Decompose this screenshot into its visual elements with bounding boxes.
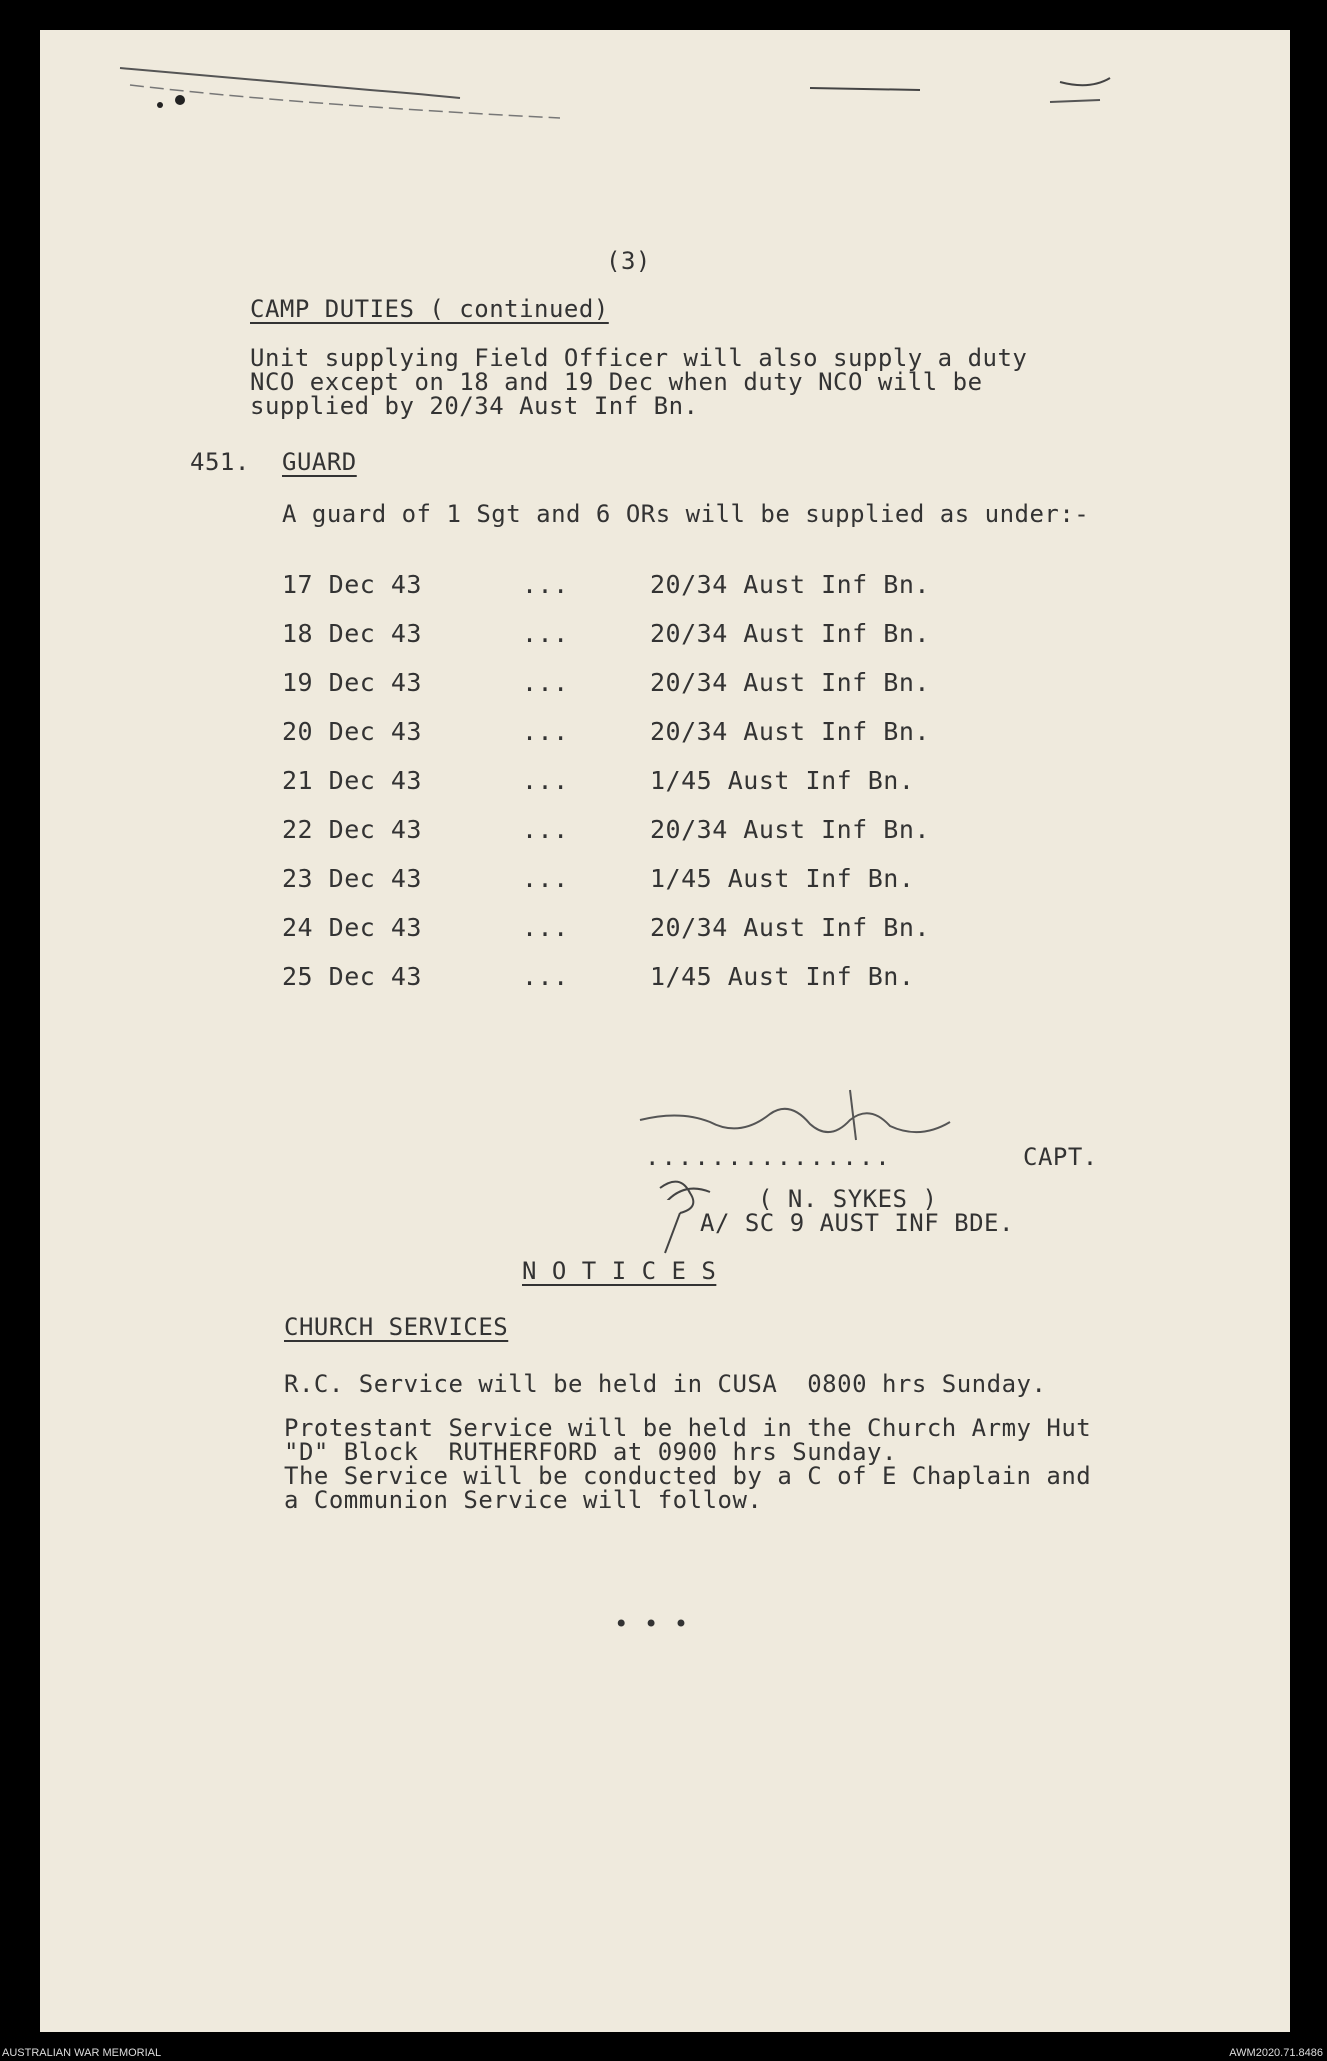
footer-right: AWM2020.71.8486: [1229, 2047, 1323, 2059]
guard-unit: 20/34 Aust Inf Bn.: [650, 668, 930, 697]
rc-service-line: R.C. Service will be held in CUSA 0800 hrs Sunday.: [284, 1370, 1047, 1398]
guard-roster-row: [282, 962, 1082, 1002]
guard-section-number: 451.: [190, 448, 250, 476]
signature-dotted-line: ...............: [645, 1143, 892, 1171]
guard-separator: ...: [522, 815, 569, 844]
guard-roster-row: [282, 668, 1082, 708]
guard-separator: ...: [522, 717, 569, 746]
guard-roster-row: [282, 864, 1082, 904]
footer-left: AUSTRALIAN WAR MEMORIAL: [2, 2047, 162, 2059]
signature-name: ( N. SYKES ): [758, 1185, 938, 1213]
protestant-line-2: "D" Block RUTHERFORD at 0900 hrs Sunday.: [284, 1438, 897, 1466]
guard-separator: ...: [522, 668, 569, 697]
guard-unit: 20/34 Aust Inf Bn.: [650, 570, 930, 599]
guard-separator: ...: [522, 619, 569, 648]
guard-date: 18 Dec 43: [282, 619, 422, 648]
guard-unit: 20/34 Aust Inf Bn.: [650, 717, 930, 746]
notices-heading: N O T I C E S: [522, 1257, 717, 1285]
camp-duties-line-2: NCO except on 18 and 19 Dec when duty NCO will be: [250, 368, 983, 396]
guard-roster-row: [282, 913, 1082, 953]
guard-date: 23 Dec 43: [282, 864, 422, 893]
page-number: (3): [606, 247, 651, 275]
guard-roster-row: [282, 619, 1082, 659]
guard-date: 21 Dec 43: [282, 766, 422, 795]
guard-heading: GUARD: [282, 448, 357, 476]
guard-unit: 1/45 Aust Inf Bn.: [650, 766, 915, 795]
guard-separator: ...: [522, 962, 569, 991]
end-mark: • • •: [614, 1610, 689, 1638]
guard-separator: ...: [522, 766, 569, 795]
guard-intro: A guard of 1 Sgt and 6 ORs will be supplied as under:-: [282, 500, 1090, 528]
guard-date: 24 Dec 43: [282, 913, 422, 942]
guard-date: 17 Dec 43: [282, 570, 422, 599]
protestant-line-4: a Communion Service will follow.: [284, 1486, 763, 1514]
guard-unit: 1/45 Aust Inf Bn.: [650, 864, 915, 893]
guard-roster-row: [282, 766, 1082, 806]
guard-separator: ...: [522, 864, 569, 893]
church-services-heading: CHURCH SERVICES: [284, 1313, 509, 1341]
guard-unit: 20/34 Aust Inf Bn.: [650, 913, 930, 942]
signature-title: A/ SC 9 AUST INF BDE.: [700, 1209, 1014, 1237]
camp-duties-line-1: Unit supplying Field Officer will also supply a duty: [250, 344, 1028, 372]
guard-date: 19 Dec 43: [282, 668, 422, 697]
camp-duties-heading: CAMP DUTIES ( continued): [250, 295, 609, 323]
guard-separator: ...: [522, 570, 569, 599]
protestant-line-3: The Service will be conducted by a C of E Chaplain and: [284, 1462, 1092, 1490]
guard-date: 22 Dec 43: [282, 815, 422, 844]
camp-duties-line-3: supplied by 20/34 Aust Inf Bn.: [250, 392, 699, 420]
guard-roster-row: [282, 717, 1082, 757]
guard-roster-row: [282, 815, 1082, 855]
guard-date: 20 Dec 43: [282, 717, 422, 746]
guard-roster-row: [282, 570, 1082, 610]
guard-separator: ...: [522, 913, 569, 942]
guard-unit: 20/34 Aust Inf Bn.: [650, 619, 930, 648]
protestant-line-1: Protestant Service will be held in the Church Army Hut: [284, 1414, 1092, 1442]
signature-rank: CAPT.: [1023, 1143, 1098, 1171]
guard-unit: 1/45 Aust Inf Bn.: [650, 962, 915, 991]
guard-date: 25 Dec 43: [282, 962, 422, 991]
guard-unit: 20/34 Aust Inf Bn.: [650, 815, 930, 844]
